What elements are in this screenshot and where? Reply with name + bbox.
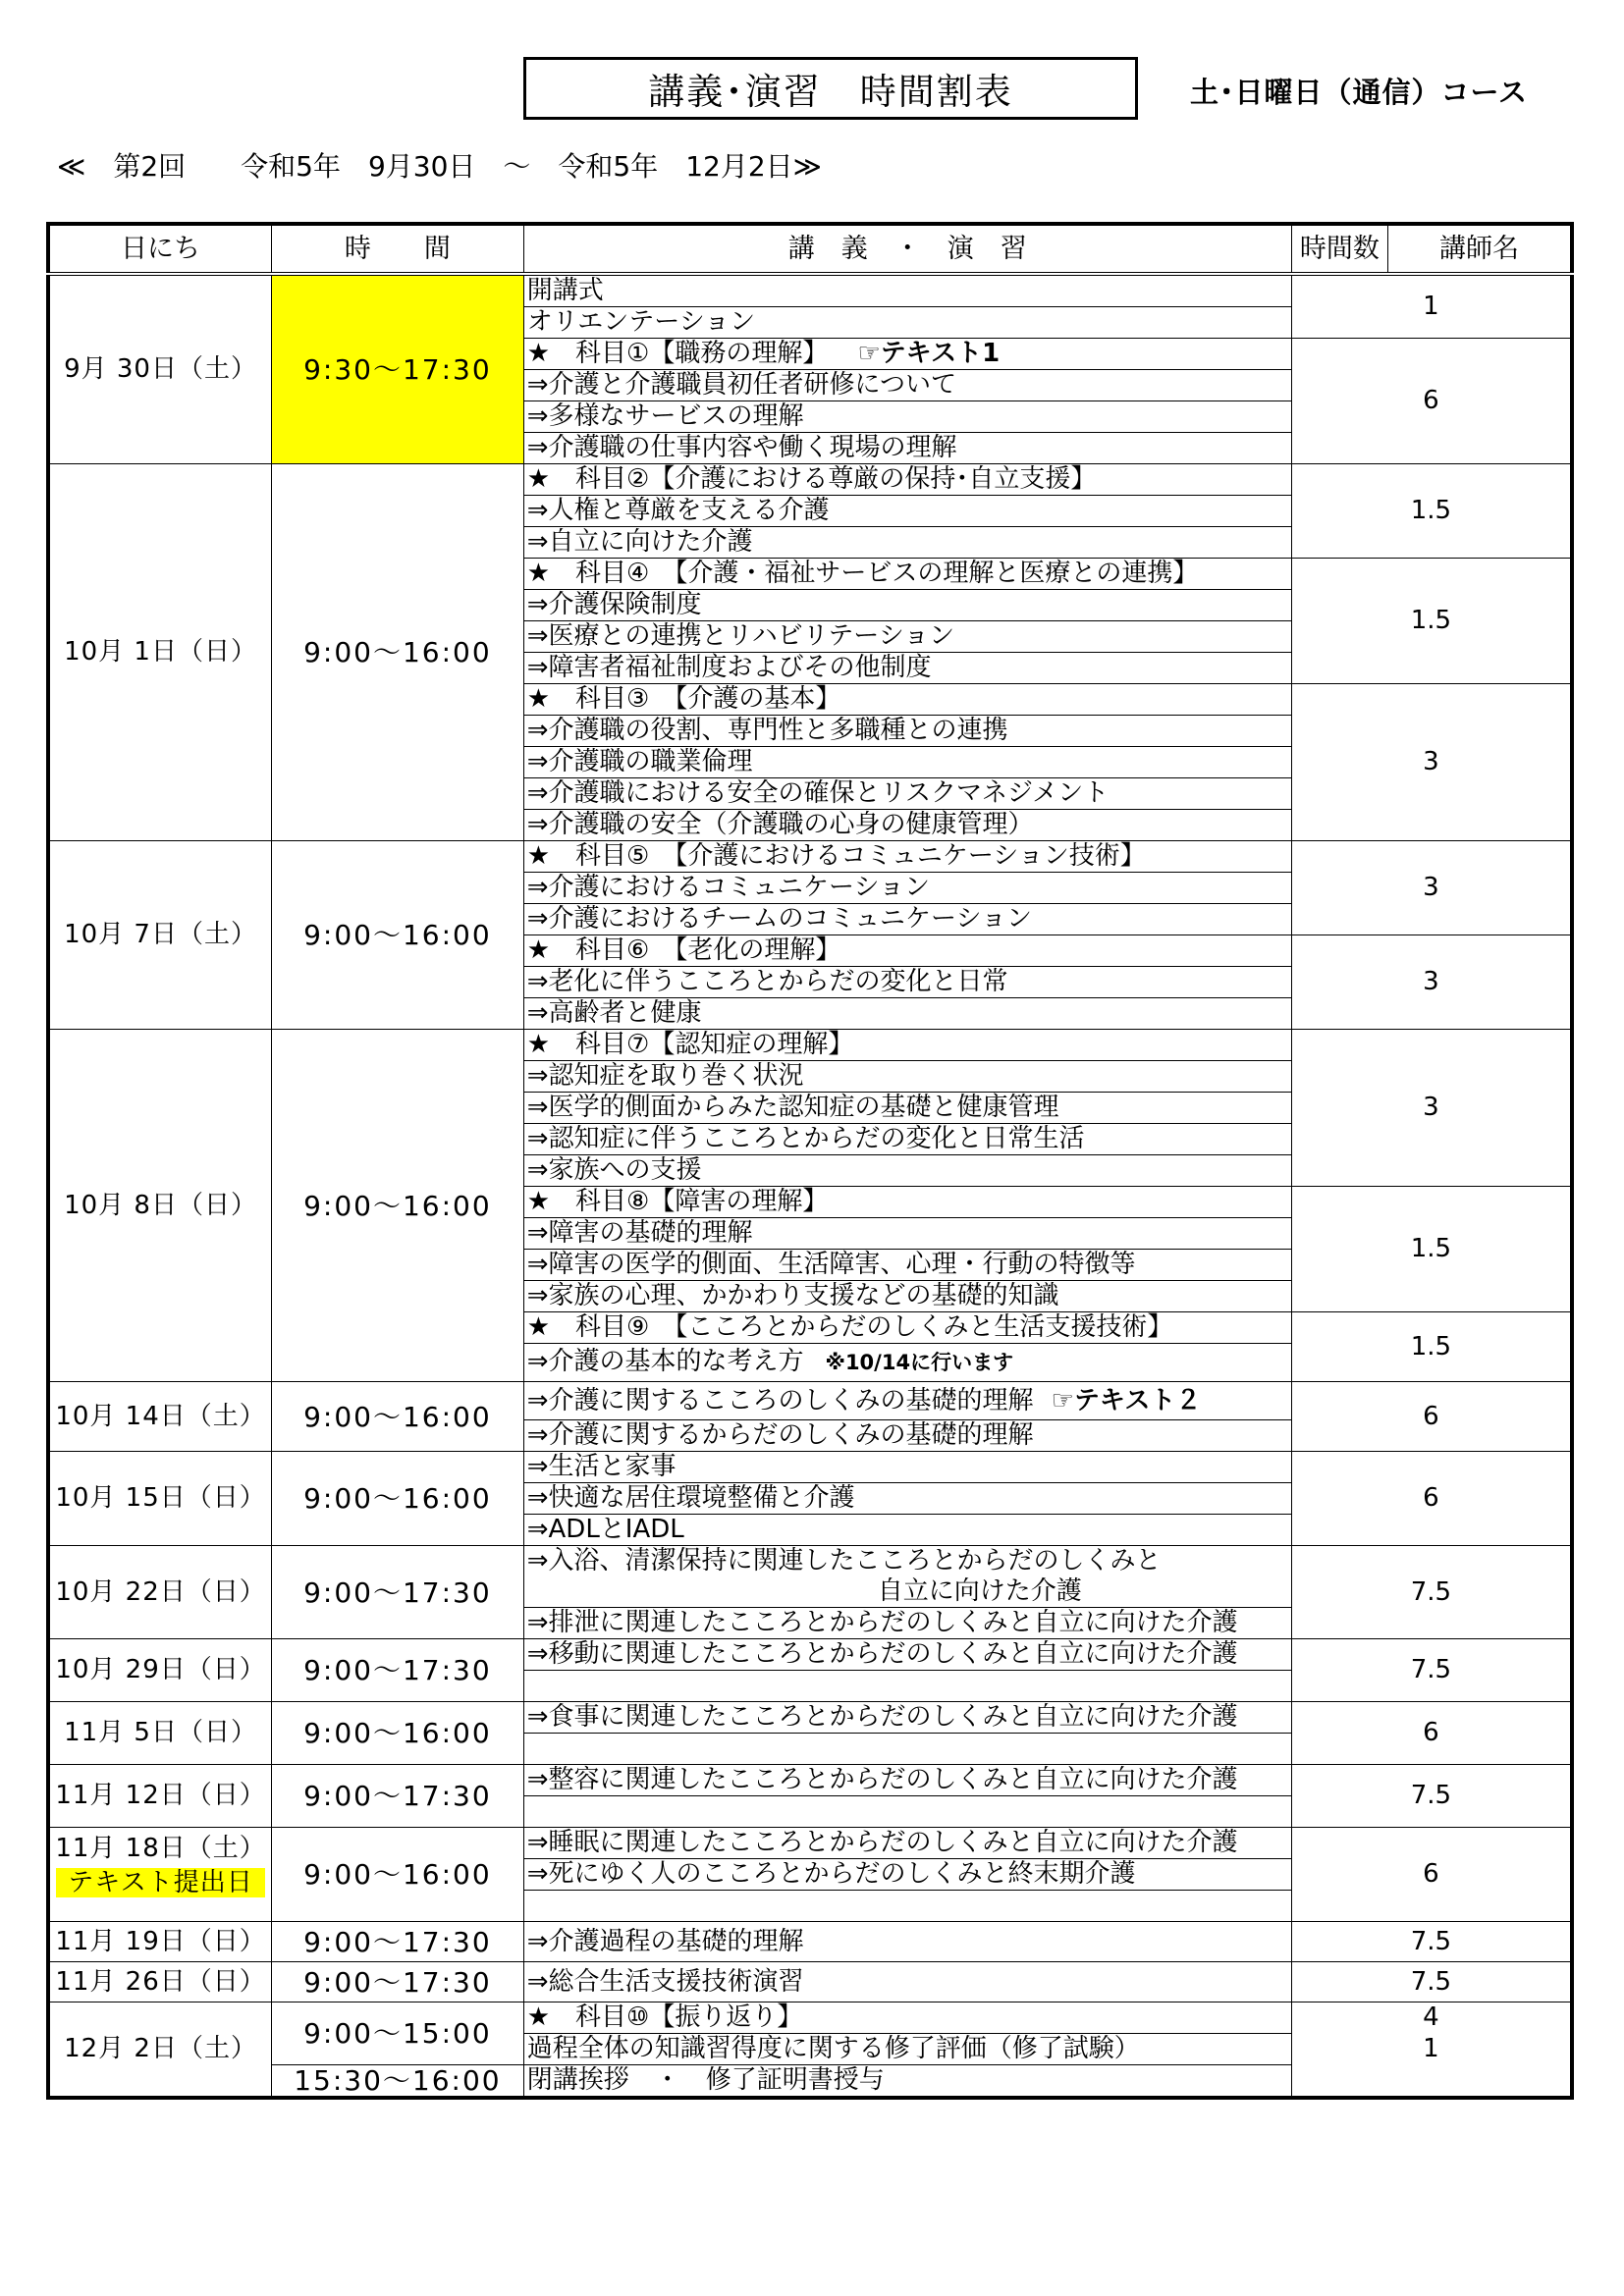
lecture-cell: ⇒医学的側面からみた認知症の基礎と健康管理	[523, 1093, 1291, 1124]
hours-cell: 6	[1291, 1382, 1572, 1452]
lecture-cell: ⇒老化に伴うこころとからだの変化と日常	[523, 967, 1291, 998]
date-cell: 10月 1日（日）	[48, 464, 272, 841]
lecture-cell: ⇒ADLとIADL	[523, 1515, 1291, 1546]
time-cell: 9:00～17:30	[272, 1962, 524, 2002]
date-cell: 11月 12日（日）	[48, 1765, 272, 1828]
time-cell: 9:00～16:00	[272, 1030, 524, 1382]
lecture-cell: ⇒家族の心理、かかわり支援などの基礎的知識	[523, 1281, 1291, 1312]
hours-cell: 3	[1291, 935, 1572, 1030]
table-row	[48, 841, 1572, 873]
text-ref: ☞テキスト２	[1051, 1385, 1202, 1415]
date-cell: 10月 22日（日）	[48, 1546, 272, 1639]
date-cell	[48, 1828, 272, 1922]
lecture-cell	[523, 1382, 1291, 1420]
date-cell: 10月 15日（日）	[48, 1452, 272, 1546]
lecture-cell: 過程全体の知識習得度に関する修了評価（修了試験）	[523, 2034, 1291, 2065]
time-cell: 9:00～16:00	[272, 841, 524, 1030]
lecture-cell	[523, 339, 1291, 370]
table-row	[48, 1828, 1572, 1859]
lecture-cell: ⇒介護職の役割、専門性と多職種との連携	[523, 716, 1291, 747]
time-cell: 9:00～16:00	[272, 1828, 524, 1922]
lecture-text: ⇒介護に関するこころのしくみの基礎的理解	[526, 1385, 1034, 1415]
hours-cell: 7.5	[1291, 1639, 1572, 1702]
lecture-cell: ⇒排泄に関連したこころとからだのしくみと自立に向けた介護	[523, 1608, 1291, 1639]
lecture-cell	[523, 1734, 1291, 1765]
lecture-cell: ★ 科目⑤ 【介護におけるコミュニケーション技術】	[523, 841, 1291, 873]
course-name: 土･日曜日（通信）コース	[1190, 76, 1529, 109]
hours-cell: 3	[1291, 684, 1572, 841]
col-lecture-header: 講 義 ・ 演 習	[523, 224, 1291, 274]
lecture-cell: ⇒家族への支援	[523, 1155, 1291, 1187]
date-cell: 11月 5日（日）	[48, 1702, 272, 1765]
lecture-text: ⇒介護の基本的な考え方	[526, 1347, 804, 1376]
lecture-cell: ★ 科目⑥ 【老化の理解】	[523, 935, 1291, 967]
lecture-cell	[523, 1344, 1291, 1382]
table-row	[48, 1452, 1572, 1483]
lecture-cell: ⇒快適な居住環境整備と介護	[523, 1483, 1291, 1515]
table-row	[48, 1702, 1572, 1734]
time-cell: 9:30～17:30	[272, 274, 524, 464]
hours-cell: 6	[1291, 339, 1572, 464]
text-ref: ☞テキスト1	[857, 339, 1001, 368]
table-row	[48, 2002, 1572, 2034]
lecture-cell	[523, 1891, 1291, 1922]
lecture-cell: ⇒人権と尊厳を支える介護	[523, 496, 1291, 527]
hours-cell: 3	[1291, 1030, 1572, 1187]
date-cell: 10月 8日（日）	[48, 1030, 272, 1382]
lecture-cell: ⇒介護保険制度	[523, 590, 1291, 621]
lecture-cell: ⇒認知症を取り巻く状況	[523, 1061, 1291, 1093]
lecture-cell: ⇒生活と家事	[523, 1452, 1291, 1483]
time-cell: 9:00～17:30	[272, 1922, 524, 1962]
lecture-cell	[523, 1671, 1291, 1702]
col-time-header: 時 間	[272, 224, 524, 274]
lecture-cell: ⇒介護におけるコミュニケーション	[523, 873, 1291, 904]
time-cell: 9:00～16:00	[272, 1452, 524, 1546]
subject-title: ★ 科目①【職務の理解】	[526, 339, 829, 368]
date-cell: 11月 26日（日）	[48, 1962, 272, 2002]
time-cell: 9:00～16:00	[272, 1382, 524, 1452]
lecture-cell: ★ 科目⑩【振り返り】	[523, 2002, 1291, 2034]
lecture-cell: ⇒障害の医学的側面、生活障害、心理・行動の特徴等	[523, 1250, 1291, 1281]
table-row	[48, 1030, 1572, 1061]
lecture-cell: ⇒介護職の職業倫理	[523, 747, 1291, 778]
hours-cell: 7.5	[1291, 1546, 1572, 1639]
table-row	[48, 1765, 1572, 1796]
table-header-row	[48, 224, 1572, 274]
hours-cell: 4	[1291, 2002, 1572, 2034]
col-date-header: 日にち	[48, 224, 272, 274]
lecture-cell: ⇒介護過程の基礎的理解	[523, 1922, 1291, 1962]
hours-cell: 1.5	[1291, 464, 1572, 559]
date-cell: 10月 29日（日）	[48, 1639, 272, 1702]
lecture-cell: ⇒睡眠に関連したこころとからだのしくみと自立に向けた介護	[523, 1828, 1291, 1859]
table-row	[48, 1546, 1572, 1577]
lecture-cell: ⇒介護職の安全（介護職の心身の健康管理）	[523, 810, 1291, 841]
date-cell: 10月 7日（土）	[48, 841, 272, 1030]
note-text: ※10/14に行います	[825, 1351, 1014, 1374]
date-cell: 10月 14日（土）	[48, 1382, 272, 1452]
lecture-cell: ⇒自立に向けた介護	[523, 527, 1291, 559]
time-cell: 15:30～16:00	[272, 2065, 524, 2099]
lecture-cell: ⇒介護と介護職員初任者研修について	[523, 370, 1291, 401]
schedule-table	[46, 222, 1574, 2100]
lecture-cell: ⇒移動に関連したこころとからだのしくみと自立に向けた介護	[523, 1639, 1291, 1671]
lecture-cell: ⇒整容に関連したこころとからだのしくみと自立に向けた介護	[523, 1765, 1291, 1796]
lecture-cell: ★ 科目③ 【介護の基本】	[523, 684, 1291, 716]
lecture-cell: ⇒多様なサービスの理解	[523, 401, 1291, 433]
lecture-cell: ⇒介護職における安全の確保とリスクマネジメント	[523, 778, 1291, 810]
hours-cell: 3	[1291, 841, 1572, 935]
hours-cell: 1.5	[1291, 1187, 1572, 1312]
hours-cell: 6	[1291, 1452, 1572, 1546]
lecture-cell: ⇒入浴、清潔保持に関連したこころとからだのしくみと	[523, 1546, 1291, 1577]
hours-cell: 6	[1291, 1828, 1572, 1922]
lecture-cell: オリエンテーション	[523, 307, 1291, 339]
lecture-cell: ⇒障害の基礎的理解	[523, 1218, 1291, 1250]
lecture-cell: ★ 科目②【介護における尊厳の保持･自立支援】	[523, 464, 1291, 496]
time-cell: 9:00～15:00	[272, 2002, 524, 2065]
lecture-cell: ⇒介護におけるチームのコミュニケーション	[523, 904, 1291, 935]
date-cell: 11月 19日（日）	[48, 1922, 272, 1962]
col-instructor-header: 講師名	[1387, 224, 1572, 274]
lecture-cell: ★ 科目⑦【認知症の理解】	[523, 1030, 1291, 1061]
lecture-cell: ⇒介護職の仕事内容や働く現場の理解	[523, 433, 1291, 464]
lecture-cell: ⇒死にゆく人のこころとからだのしくみと終末期介護	[523, 1859, 1291, 1891]
hours-cell: 1.5	[1291, 1312, 1572, 1382]
hours-cell: 1	[1291, 2034, 1572, 2099]
hours-cell: 7.5	[1291, 1922, 1572, 1962]
table-row	[48, 1922, 1572, 1962]
time-cell: 9:00～16:00	[272, 1702, 524, 1765]
hours-cell: 7.5	[1291, 1765, 1572, 1828]
time-cell: 9:00～17:30	[272, 1639, 524, 1702]
page-title: 講義･演習 時間割表	[523, 57, 1138, 120]
hours-cell: 6	[1291, 1702, 1572, 1765]
time-cell: 9:00～16:00	[272, 464, 524, 841]
col-hours-header: 時間数	[1291, 224, 1387, 274]
time-cell: 9:00～17:30	[272, 1546, 524, 1639]
lecture-cell: ⇒総合生活支援技術演習	[523, 1962, 1291, 2002]
lecture-cell: ⇒医療との連携とリハビリテーション	[523, 621, 1291, 653]
lecture-cell: ⇒認知症に伴うこころとからだの変化と日常生活	[523, 1124, 1291, 1155]
hours-cell: 1	[1291, 274, 1572, 339]
hours-cell: 7.5	[1291, 1962, 1572, 2002]
table-row	[48, 1382, 1572, 1420]
lecture-cell: ★ 科目⑧【障害の理解】	[523, 1187, 1291, 1218]
lecture-cell: 閉講挨拶 ・ 修了証明書授与	[523, 2065, 1291, 2099]
lecture-cell: 開講式	[523, 274, 1291, 307]
lecture-cell	[523, 1796, 1291, 1828]
date-cell: 9月 30日（土）	[48, 274, 272, 464]
date-text: 11月 18日（土）	[55, 1834, 266, 1863]
lecture-cell: ★ 科目④ 【介護・福祉サービスの理解と医療との連携】	[523, 559, 1291, 590]
lecture-cell: ⇒食事に関連したこころとからだのしくみと自立に向けた介護	[523, 1702, 1291, 1734]
lecture-cell: 自立に向けた介護	[523, 1576, 1291, 1608]
table-row	[48, 274, 1572, 307]
lecture-cell: ⇒高齢者と健康	[523, 998, 1291, 1030]
table-row	[48, 1962, 1572, 2002]
lecture-cell: ⇒障害者福祉制度およびその他制度	[523, 653, 1291, 684]
text-deadline-badge: テキスト提出日	[56, 1868, 264, 1897]
lecture-cell: ★ 科目⑨ 【こころとからだのしくみと生活支援技術】	[523, 1312, 1291, 1344]
table-row	[48, 1639, 1572, 1671]
date-cell: 12月 2日（土）	[48, 2002, 272, 2099]
lecture-cell: ⇒介護に関するからだのしくみの基礎的理解	[523, 1420, 1291, 1452]
table-row	[48, 464, 1572, 496]
hours-cell: 1.5	[1291, 559, 1572, 684]
term-period: ≪ 第2回 令和5年 9月30日 ～ 令和5年 12月2日≫	[57, 150, 822, 183]
time-cell: 9:00～17:30	[272, 1765, 524, 1828]
